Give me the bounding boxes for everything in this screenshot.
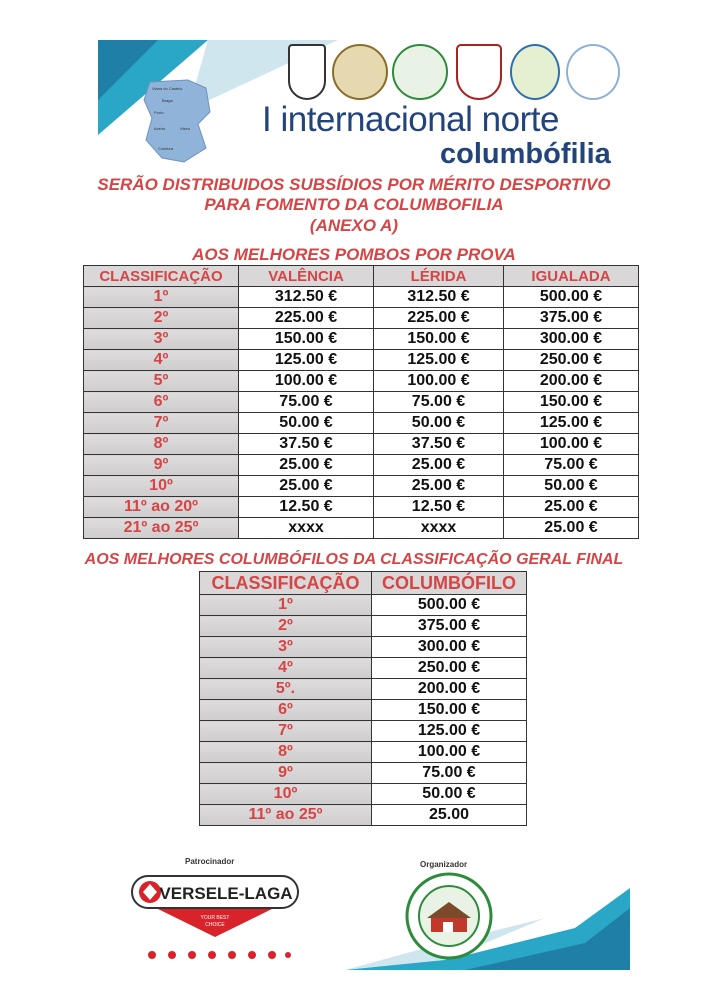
value-cell: 25.00 € — [374, 455, 504, 476]
table-row — [84, 287, 639, 308]
value-cell: 75.00 € — [374, 392, 504, 413]
value-cell: 12.50 € — [374, 497, 504, 518]
classification-cell: 5º. — [200, 679, 372, 700]
value-cell: 125.00 € — [504, 413, 639, 434]
classification-cell: 6º — [84, 392, 239, 413]
value-cell: 75.00 € — [239, 392, 374, 413]
heading-line-3: (ANEXO A) — [309, 216, 399, 235]
value-cell: 125.00 € — [239, 350, 374, 371]
classification-cell: 4º — [84, 350, 239, 371]
classification-cell: 10º — [200, 784, 372, 805]
table-row — [84, 518, 639, 539]
value-cell: 150.00 € — [504, 392, 639, 413]
value-cell: 12.50 € — [239, 497, 374, 518]
table-row — [84, 392, 639, 413]
title-line-1: I internacional norte — [262, 100, 559, 139]
value-cell: 25.00 — [372, 805, 527, 826]
column-header: VALÊNCIA — [239, 266, 374, 287]
organizer-logo — [405, 872, 493, 960]
classification-cell: 1º — [200, 595, 372, 616]
table-row — [84, 413, 639, 434]
table-row — [200, 595, 527, 616]
value-cell: 300.00 € — [504, 329, 639, 350]
map-label: Braga — [162, 98, 173, 103]
classification-cell: 10º — [84, 476, 239, 497]
value-cell: 225.00 € — [239, 308, 374, 329]
classification-cell: 6º — [200, 700, 372, 721]
value-cell: 50.00 € — [239, 413, 374, 434]
value-cell: 150.00 € — [372, 700, 527, 721]
map-label: Viseu — [180, 126, 190, 131]
value-cell: 25.00 € — [239, 476, 374, 497]
classification-cell: 9º — [200, 763, 372, 784]
value-cell: 75.00 € — [372, 763, 527, 784]
sponsor-tagline: CHOICE — [205, 922, 225, 928]
value-cell: 37.50 € — [239, 434, 374, 455]
value-cell: 100.00 € — [239, 371, 374, 392]
value-cell: 250.00 € — [372, 658, 527, 679]
value-cell: 500.00 € — [372, 595, 527, 616]
map-label: Porto — [154, 110, 164, 115]
value-cell: 25.00 € — [504, 518, 639, 539]
value-cell: 100.00 € — [374, 371, 504, 392]
section-title-pombos: AOS MELHORES POMBOS POR PROVA — [192, 245, 516, 264]
table-header-row — [84, 266, 639, 287]
classification-cell: 7º — [84, 413, 239, 434]
value-cell: 225.00 € — [374, 308, 504, 329]
value-cell: 75.00 € — [504, 455, 639, 476]
value-cell: 50.00 € — [372, 784, 527, 805]
club-logo-4 — [456, 44, 502, 100]
value-cell: 50.00 € — [504, 476, 639, 497]
value-cell: xxxx — [239, 518, 374, 539]
value-cell: 150.00 € — [374, 329, 504, 350]
value-cell: 312.50 € — [374, 287, 504, 308]
map-label: Viana do Castelo — [152, 86, 183, 91]
table-row — [84, 371, 639, 392]
value-cell: 200.00 € — [372, 679, 527, 700]
sponsor-name: VERSELE-LAGA — [159, 884, 293, 903]
value-cell: 25.00 € — [239, 455, 374, 476]
classification-cell: 11º ao 25º — [200, 805, 372, 826]
value-cell: 250.00 € — [504, 350, 639, 371]
value-cell: 312.50 € — [239, 287, 374, 308]
classification-cell: 3º — [84, 329, 239, 350]
title-line-2: columbófilia — [440, 138, 611, 170]
value-cell: 375.00 € — [504, 308, 639, 329]
table-row — [84, 497, 639, 518]
classification-cell: 8º — [200, 742, 372, 763]
versele-laga-logo — [130, 873, 300, 963]
club-logo-5 — [510, 44, 560, 100]
classification-cell: 4º — [200, 658, 372, 679]
table-row — [84, 308, 639, 329]
column-header: IGUALADA — [504, 266, 639, 287]
table-header-row — [200, 572, 527, 595]
value-cell: 125.00 € — [372, 721, 527, 742]
club-logo-6 — [566, 44, 620, 100]
table-row — [200, 700, 527, 721]
table-row — [200, 763, 527, 784]
value-cell: 37.50 € — [374, 434, 504, 455]
map-label: Aveiro — [154, 126, 166, 131]
table-row — [200, 679, 527, 700]
value-cell: 500.00 € — [504, 287, 639, 308]
animal-icons — [148, 951, 291, 959]
section-title-columbofilos: AOS MELHORES COLUMBÓFILOS DA CLASSIFICAÇÃO GERAL FINAL — [84, 551, 624, 568]
table-row — [84, 455, 639, 476]
value-cell: 375.00 € — [372, 616, 527, 637]
classification-cell: 8º — [84, 434, 239, 455]
classification-cell: 21º ao 25º — [84, 518, 239, 539]
classification-cell: 1º — [84, 287, 239, 308]
classification-cell: 2º — [84, 308, 239, 329]
value-cell: xxxx — [374, 518, 504, 539]
pombos-prize-table — [83, 265, 639, 539]
heading-line-2: PARA FOMENTO DA COLUMBOFILIA — [204, 195, 504, 214]
classification-cell: 3º — [200, 637, 372, 658]
value-cell: 150.00 € — [239, 329, 374, 350]
table-row — [200, 721, 527, 742]
table-row — [84, 434, 639, 455]
classification-cell: 9º — [84, 455, 239, 476]
value-cell: 100.00 € — [372, 742, 527, 763]
table-row — [200, 805, 527, 826]
table-row — [200, 616, 527, 637]
value-cell: 25.00 € — [374, 476, 504, 497]
value-cell: 50.00 € — [374, 413, 504, 434]
map-label: Coimbra — [158, 146, 174, 151]
table-row — [200, 784, 527, 805]
table-row — [200, 658, 527, 679]
classification-cell: 2º — [200, 616, 372, 637]
value-cell: 125.00 € — [374, 350, 504, 371]
column-header: COLUMBÓFILO — [372, 572, 527, 595]
value-cell: 200.00 € — [504, 371, 639, 392]
club-logo-2 — [332, 44, 388, 100]
column-header: LÉRIDA — [374, 266, 504, 287]
classification-cell: 7º — [200, 721, 372, 742]
sponsor-tagline: YOUR BEST — [200, 915, 230, 921]
classification-cell: 11º ao 20º — [84, 497, 239, 518]
value-cell: 300.00 € — [372, 637, 527, 658]
table-row — [84, 329, 639, 350]
table-row — [200, 742, 527, 763]
table-row — [84, 350, 639, 371]
sponsor-label: Patrocinador — [185, 857, 235, 866]
column-header: CLASSIFICAÇÃO — [200, 572, 372, 595]
club-logo-1 — [288, 44, 326, 100]
classification-cell: 5º — [84, 371, 239, 392]
heading-line-1: SERÃO DISTRIBUIDOS SUBSÍDIOS POR MÉRITO DESPORTIVO — [97, 175, 611, 194]
value-cell: 100.00 € — [504, 434, 639, 455]
value-cell: 25.00 € — [504, 497, 639, 518]
table-row — [200, 637, 527, 658]
columbofilos-prize-table — [199, 571, 527, 826]
club-logo-3 — [392, 44, 448, 100]
table-row — [84, 476, 639, 497]
organizer-label: Organizador — [420, 860, 468, 869]
map-icon — [140, 78, 212, 164]
column-header: CLASSIFICAÇÃO — [84, 266, 239, 287]
